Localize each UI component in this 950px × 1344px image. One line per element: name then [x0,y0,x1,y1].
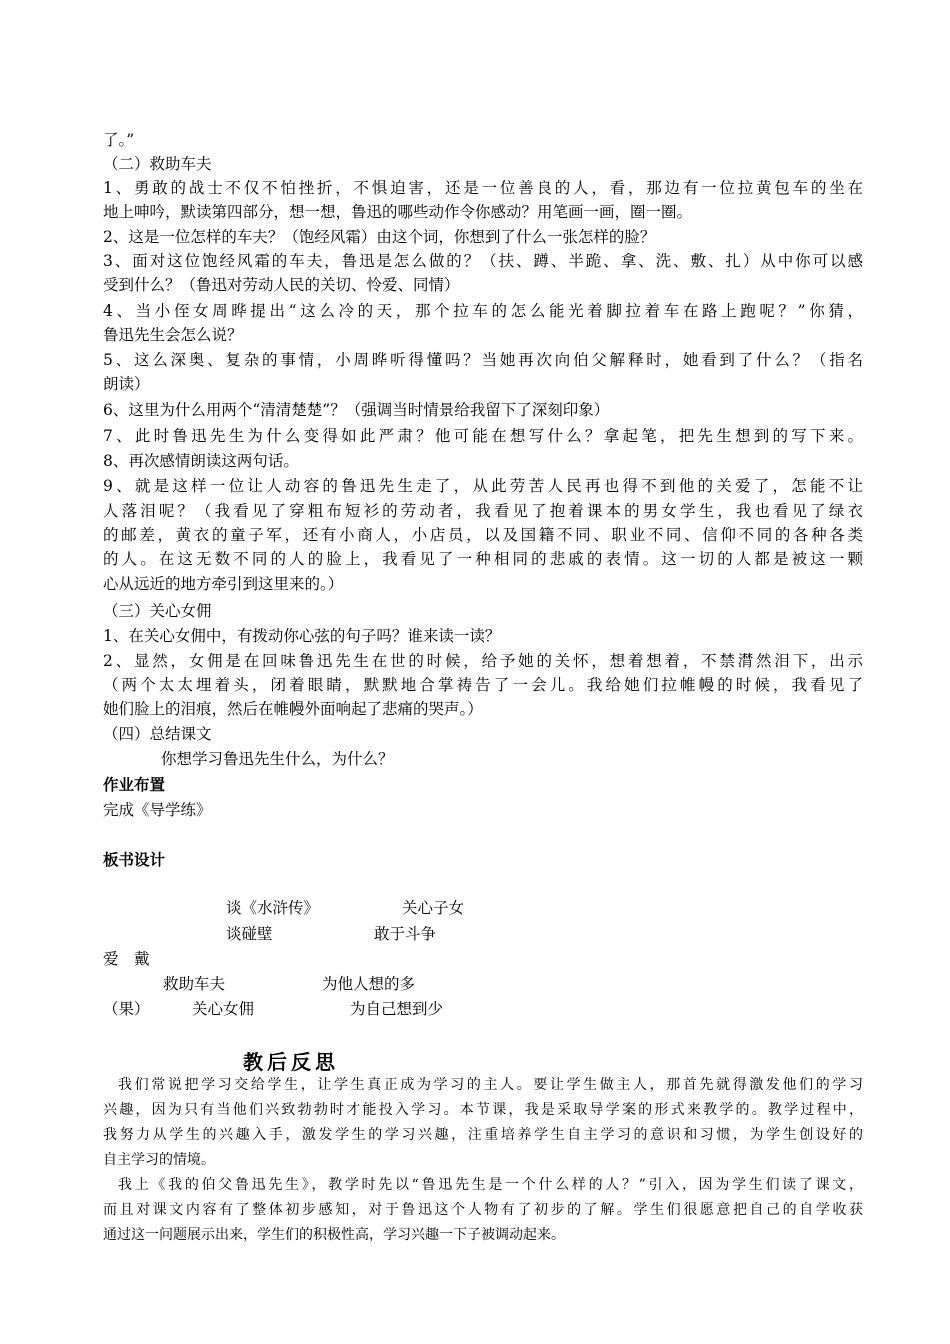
text-line: 9、就是这样一位让人动容的鲁迅先生走了，从此劳苦人民再也得不到他的关爱了，怎能不让 [103,477,863,495]
section-heading: （三）关心女佣 [103,602,212,620]
text-line: 心从远近的地方牵引到这里来的。） [103,575,344,593]
text-line: 1、勇敢的战士不仅不怕挫折，不惧迫害，还是一位善良的人，看，那边有一位拉黄包车的坐在 [103,179,863,197]
text-line: 的人。在这无数不同的人的脸上，我看见了一种相同的悲戚的表情。这一切的人都是被这一颗 [103,550,863,568]
text-line: 地上呻吟，默读第四部分，想一想，鲁迅的哪些动作令你感动？用笔画一画，圈一圈。 [103,203,693,221]
board-item: 关心女佣 [192,1000,255,1018]
text-line: 的邮差，黄衣的童子军，还有小商人，小店员，以及国籍不同、职业不同、信仰不同的各种各类 [103,526,863,544]
text-line: 她们脸上的泪痕，然后在帷幔外面响起了悲痛的哭声。） [103,700,483,718]
text-line: 你想学习鲁迅先生什么，为什么？ [161,750,394,768]
text-line: 了。” [103,131,135,149]
text-line: 2、这是一位怎样的车夫？（饱经风霜）由这个词，你想到了什么一张怎样的脸？ [103,228,656,246]
board-item: （果） [103,1000,150,1018]
board-item: 为自己想到少 [350,1000,444,1018]
text-line: 5、这么深奥、复杂的事情，小周晔听得懂吗？当她再次向伯父解释时，她看到了什么？（指名 [103,351,863,369]
reflection-line: 兴趣，因为只有当他们兴致勃勃时才能投入学习。本节课，我是采取导学案的形式来教学的。教学过程中， [103,1102,863,1118]
reflection-line: 而且对课文内容有了整体初步感知，对于鲁迅这个人物有了初步的了解。学生们很愿意把自己的自学收获 [103,1202,863,1218]
reflection-line: 我努力从学生的兴趣入手，激发学生的学习兴趣，注重培养学生自主学习的意识和习惯，为学生创设好的 [103,1127,863,1143]
text-line: 受到什么？（鲁迅对劳动人民的关切、怜爱、同情） [103,276,460,294]
text-line: 8、再次感情朗读这两句话。 [103,452,299,470]
board-item: 救助车夫 [163,975,226,993]
section-heading: （四）总结课文 [103,725,212,743]
text-line: 人落泪呢？（我看见了穿粗布短衫的劳动者，我看见了抱着课本的男女学生，我也看见了绿衣 [103,502,863,520]
board-item: 敢于斗争 [374,925,437,943]
reflection-line: 通过这一问题展示出来，学生们的积极性高，学习兴趣一下子被调动起来。 [103,1227,565,1243]
board-side-label: 爱 戴 [103,950,150,968]
board-heading: 板书设计 [103,851,166,869]
reflection-line: 我上《我的伯父鲁迅先生》，教学时先以“鲁迅先生是一个什么样的人？”引入，因为学生们读了课文， [118,1177,863,1193]
text-line: 朗读） [103,375,150,393]
reflection-line: 自主学习的情境。 [103,1152,215,1168]
reflection-line: 我们常说把学习交给学生，让学生真正成为学习的主人。要让学生做主人，那首先就得激发他们的学习 [118,1077,863,1093]
section-heading: （二）救助车夫 [103,155,212,173]
board-item: 谈碰壁 [226,925,273,943]
text-line: 3、面对这位饱经风霜的车夫，鲁迅是怎么做的？（扶、蹲、半跪、拿、洗、敷、扎）从中你可以感 [103,252,863,270]
homework-heading: 作业布置 [103,776,166,794]
board-item: 谈《水浒传》 [226,899,320,917]
board-item: 关心子女 [402,899,465,917]
text-line: 6、这里为什么用两个“清清楚楚”？（强调当时情景给我留下了深刻印象） [103,401,610,419]
board-item: 为他人想的多 [322,975,416,993]
text-line: 2、显然，女佣是在回味鲁迅先生在世的时候，给予她的关怀，想着想着，不禁潸然泪下，出示 [103,652,863,670]
text-line: 1、在关心女佣中，有拨动你心弦的句子吗？谁来读一读？ [103,627,501,645]
reflection-title: 教后反思 [243,1050,339,1074]
homework-text: 完成《导学练》 [103,801,212,819]
text-line: （两个太太埋着头，闭着眼睛，默默地合掌祷告了一会儿。我给她们拉帷幔的时候，我看见了 [103,676,863,694]
text-line: 4、当小侄女周晔提出“这么冷的天，那个拉车的怎么能光着脚拉着车在路上跑呢？”你猜， [103,302,863,320]
text-line: 鲁迅先生会怎么说？ [103,326,243,344]
text-line: 7、此时鲁迅先生为什么变得如此严肃？他可能在想写什么？拿起笔，把先生想到的写下来。 [103,427,863,445]
